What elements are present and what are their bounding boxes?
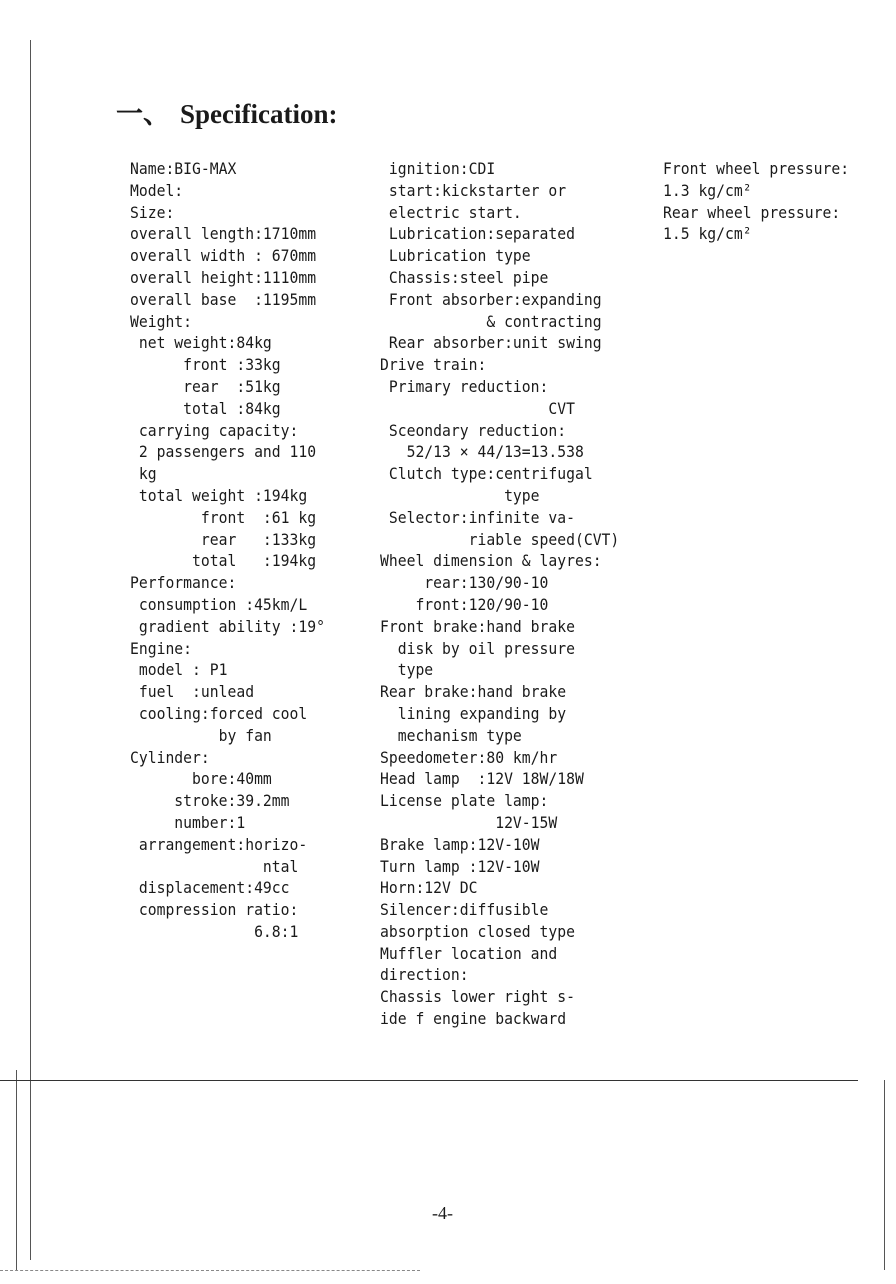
- spec-line: gradient ability :19°: [130, 616, 325, 636]
- spec-line: electric start.: [380, 202, 522, 222]
- spec-line: 12V-15W: [380, 812, 558, 832]
- spec-line: Horn:12V DC: [380, 878, 478, 898]
- spec-line: type: [380, 660, 434, 680]
- spec-line: rear :133kg: [130, 529, 317, 549]
- spec-line: Chassis lower right s-: [380, 987, 575, 1007]
- spec-line: & contracting: [380, 311, 602, 331]
- spec-line: Chassis:steel pipe: [380, 267, 549, 287]
- spec-line: absorption closed type: [380, 921, 575, 941]
- spec-line: Primary reduction:: [380, 376, 549, 396]
- spec-line: number:1: [130, 812, 246, 832]
- spec-line: Head lamp :12V 18W/18W: [380, 769, 584, 789]
- spec-column-3: [663, 158, 849, 245]
- spec-line: direction:: [380, 965, 469, 985]
- spec-line: Model:: [130, 180, 184, 200]
- spec-line: Front absorber:expanding: [380, 289, 602, 309]
- spec-line: 52/13 × 44/13=13.538: [380, 442, 584, 462]
- spec-line: rear :51kg: [130, 376, 281, 396]
- spec-line: disk by oil pressure: [380, 638, 575, 658]
- spec-line: Drive train:: [380, 355, 487, 375]
- scan-edge-line: [30, 40, 31, 1260]
- spec-line: Size:: [130, 202, 175, 222]
- spec-line: Lubrication type: [380, 246, 531, 266]
- spec-line: overall height:1110mm: [130, 267, 317, 287]
- scan-edge-line: [16, 1070, 17, 1270]
- spec-line: lining expanding by: [380, 703, 567, 723]
- spec-line: Weight:: [130, 311, 193, 331]
- spec-line: overall base :1195mm: [130, 289, 317, 309]
- spec-line: 6.8:1: [130, 921, 299, 941]
- spec-line: Rear brake:hand brake: [380, 682, 567, 702]
- scan-bottom-edge: [0, 1270, 420, 1271]
- spec-line: type: [380, 485, 540, 505]
- spec-line: model : P1: [130, 660, 228, 680]
- spec-line: Brake lamp:12V-10W: [380, 834, 540, 854]
- spec-line: stroke:39.2mm: [130, 791, 290, 811]
- spec-line: riable speed(CVT): [380, 529, 620, 549]
- spec-line: 1.5 kg/cm²: [663, 224, 752, 244]
- spec-line: Wheel dimension & layres:: [380, 551, 602, 571]
- spec-line: Front wheel pressure:: [663, 159, 850, 178]
- spec-line: Clutch type:centrifugal: [380, 464, 593, 484]
- section-marker: 一、: [116, 99, 170, 129]
- spec-line: fuel :unlead: [130, 682, 255, 702]
- spec-line: 2 passengers and 110: [130, 442, 317, 462]
- spec-line: ignition:CDI: [380, 159, 496, 178]
- spec-line: CVT: [380, 398, 575, 418]
- page-number: -4-: [432, 1203, 453, 1223]
- spec-line: bore:40mm: [130, 769, 272, 789]
- spec-line: ntal: [130, 856, 299, 876]
- spec-line: consumption :45km/L: [130, 594, 308, 614]
- spec-line: mechanism type: [380, 725, 522, 745]
- spec-line: ide f engine backward: [380, 1009, 567, 1029]
- spec-line: start:kickstarter or: [380, 180, 567, 200]
- spec-line: total weight :194kg: [130, 485, 308, 505]
- spec-line: Speedometer:80 km/hr: [380, 747, 558, 767]
- spec-line: overall width : 670mm: [130, 246, 317, 266]
- spec-line: Engine:: [130, 638, 193, 658]
- spec-line: by fan: [130, 725, 272, 745]
- spec-line: Turn lamp :12V-10W: [380, 856, 540, 876]
- spec-line: Front brake:hand brake: [380, 616, 575, 636]
- spec-line: Sceondary reduction:: [380, 420, 567, 440]
- spec-line: front:120/90-10: [380, 594, 549, 614]
- spec-line: kg: [130, 464, 157, 484]
- spec-line: carrying capacity:: [130, 420, 299, 440]
- spec-line: Selector:infinite va-: [380, 507, 575, 527]
- spec-line: front :61 kg: [130, 507, 317, 527]
- spec-line: Lubrication:separated: [380, 224, 575, 244]
- spec-line: rear:130/90-10: [380, 573, 549, 593]
- spec-line: Muffler location and: [380, 943, 558, 963]
- spec-line: Silencer:diffusible: [380, 900, 549, 920]
- spec-line: front :33kg: [130, 355, 281, 375]
- spec-column-2: [380, 158, 619, 1030]
- horizontal-rule: [0, 1080, 858, 1081]
- spec-line: 1.3 kg/cm²: [663, 180, 752, 200]
- spec-line: cooling:forced cool: [130, 703, 308, 723]
- scan-edge-line: [884, 1080, 885, 1270]
- spec-line: total :194kg: [130, 551, 317, 571]
- section-title: Specification:: [180, 99, 338, 129]
- spec-line: Cylinder:: [130, 747, 210, 767]
- spec-line: Name:BIG-MAX: [130, 159, 237, 178]
- spec-column-1: [130, 158, 325, 943]
- spec-line: Performance:: [130, 573, 237, 593]
- spec-line: net weight:84kg: [130, 333, 272, 353]
- spec-line: License plate lamp:: [380, 791, 549, 811]
- spec-line: Rear wheel pressure:: [663, 202, 841, 222]
- spec-line: compression ratio:: [130, 900, 299, 920]
- spec-line: displacement:49cc: [130, 878, 290, 898]
- spec-line: arrangement:horizo-: [130, 834, 308, 854]
- spec-line: Rear absorber:unit swing: [380, 333, 602, 353]
- spec-line: overall length:1710mm: [130, 224, 317, 244]
- section-heading: [116, 92, 337, 131]
- spec-line: total :84kg: [130, 398, 281, 418]
